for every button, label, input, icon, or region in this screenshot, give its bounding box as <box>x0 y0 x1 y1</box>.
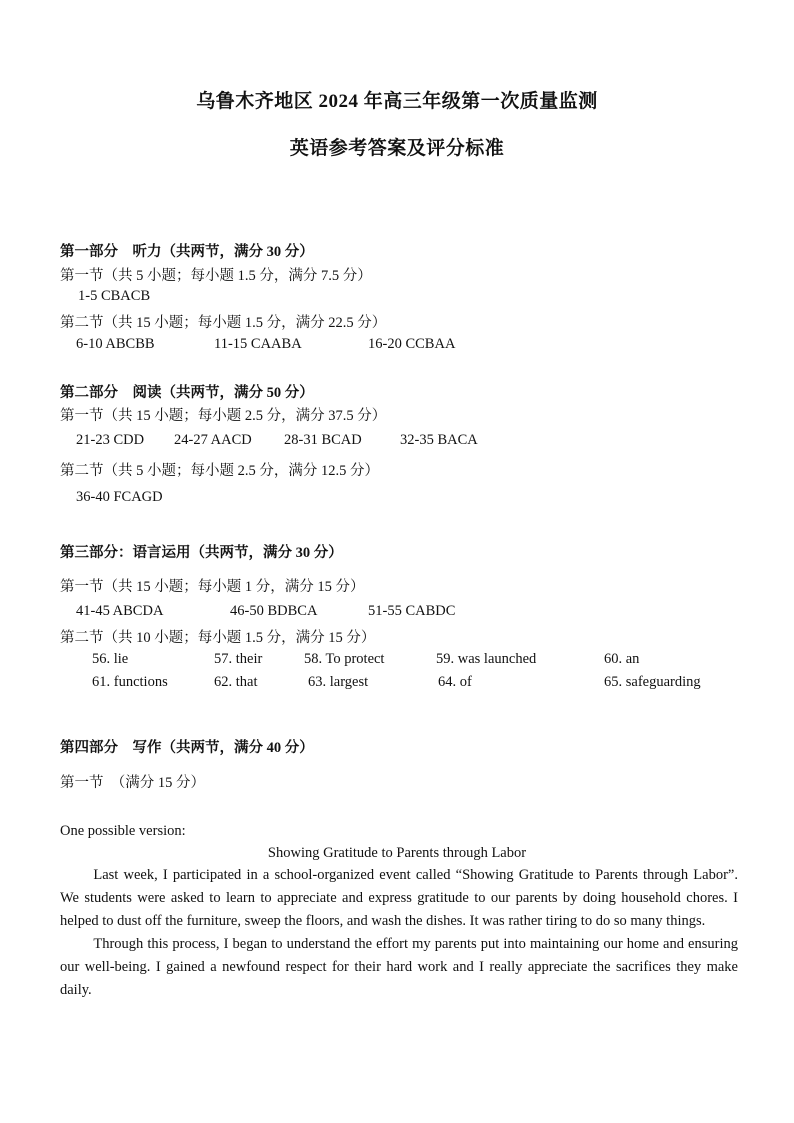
answer-item: 63. largest <box>308 674 369 690</box>
answer-item: 62. that <box>214 674 258 690</box>
part2-heading: 第二部分 阅读（共两节，满分 50 分） <box>60 385 314 401</box>
answer-group: 6-10 ABCBB <box>76 336 155 352</box>
part4-sec1-heading: 第一节 （满分 15 分） <box>60 775 205 791</box>
answer-item: 58. To protect <box>304 651 385 667</box>
answer-item: 56. lie <box>92 651 129 667</box>
part3-sec1-heading: 第一节（共 15 小题；每小题 1 分，满分 15 分） <box>60 579 365 595</box>
answer-item: 65. safeguarding <box>604 674 701 690</box>
answer-group: 36-40 FCAGD <box>76 489 163 505</box>
answer-group: 11-15 CAABA <box>214 336 302 352</box>
answer-group: 41-45 ABCDA <box>76 603 164 619</box>
answer-group: 21-23 CDD <box>76 432 145 448</box>
answer-group: 1-5 CBACB <box>78 288 151 304</box>
answer-group: 32-35 BACA <box>400 432 478 448</box>
answer-group: 51-55 CABDC <box>368 603 456 619</box>
answer-item: 61. functions <box>92 674 168 690</box>
part3-heading: 第三部分：语言运用（共两节，满分 30 分） <box>60 545 343 561</box>
answer-group: 24-27 AACD <box>174 432 252 448</box>
part3-sec2-heading: 第二节（共 10 小题；每小题 1.5 分，满分 15 分） <box>60 630 376 646</box>
part1-heading: 第一部分 听力（共两节，满分 30 分） <box>60 244 314 260</box>
document-title: 乌鲁木齐地区 2024 年高三年级第一次质量监测 <box>196 91 598 112</box>
answer-item: 64. of <box>438 674 472 690</box>
essay-paragraph: Last week, I participated in a school-organized event called “Showing Gratitude to Parents through Labor”. We students were asked to learn to appreciate and express gratitude to our parents by doing household chores. I helped to dust off the furniture, sweep the floors, and wash the dishes. It was rather tiring to do so many things. <box>60 867 738 929</box>
part2-sec1-heading: 第一节（共 15 小题；每小题 2.5 分，满分 37.5 分） <box>60 408 387 424</box>
part4-heading: 第四部分 写作（共两节，满分 40 分） <box>60 740 314 756</box>
version-label: One possible version: <box>60 823 186 839</box>
document-subtitle: 英语参考答案及评分标准 <box>289 138 505 159</box>
part2-sec2-heading: 第二节（共 5 小题；每小题 2.5 分，满分 12.5 分） <box>60 463 379 479</box>
essay-body <box>60 864 738 1002</box>
answer-item: 59. was launched <box>436 651 537 667</box>
answer-group: 46-50 BDBCA <box>230 603 318 619</box>
part1-sec1-heading: 第一节（共 5 小题；每小题 1.5 分，满分 7.5 分） <box>60 268 372 284</box>
answer-item: 57. their <box>214 651 263 667</box>
part1-sec2-heading: 第二节（共 15 小题；每小题 1.5 分，满分 22.5 分） <box>60 315 387 331</box>
essay-title: Showing Gratitude to Parents through Labor <box>267 845 527 861</box>
answer-item: 60. an <box>604 651 640 667</box>
answer-group: 16-20 CCBAA <box>368 336 456 352</box>
essay-paragraph: Through this process, I began to understand the effort my parents put into maintaining our home and ensuring our well-being. I gained a newfound respect for their hard work and I really appreciate the sacrifices they make daily. <box>60 936 738 998</box>
answer-group: 28-31 BCAD <box>284 432 362 448</box>
